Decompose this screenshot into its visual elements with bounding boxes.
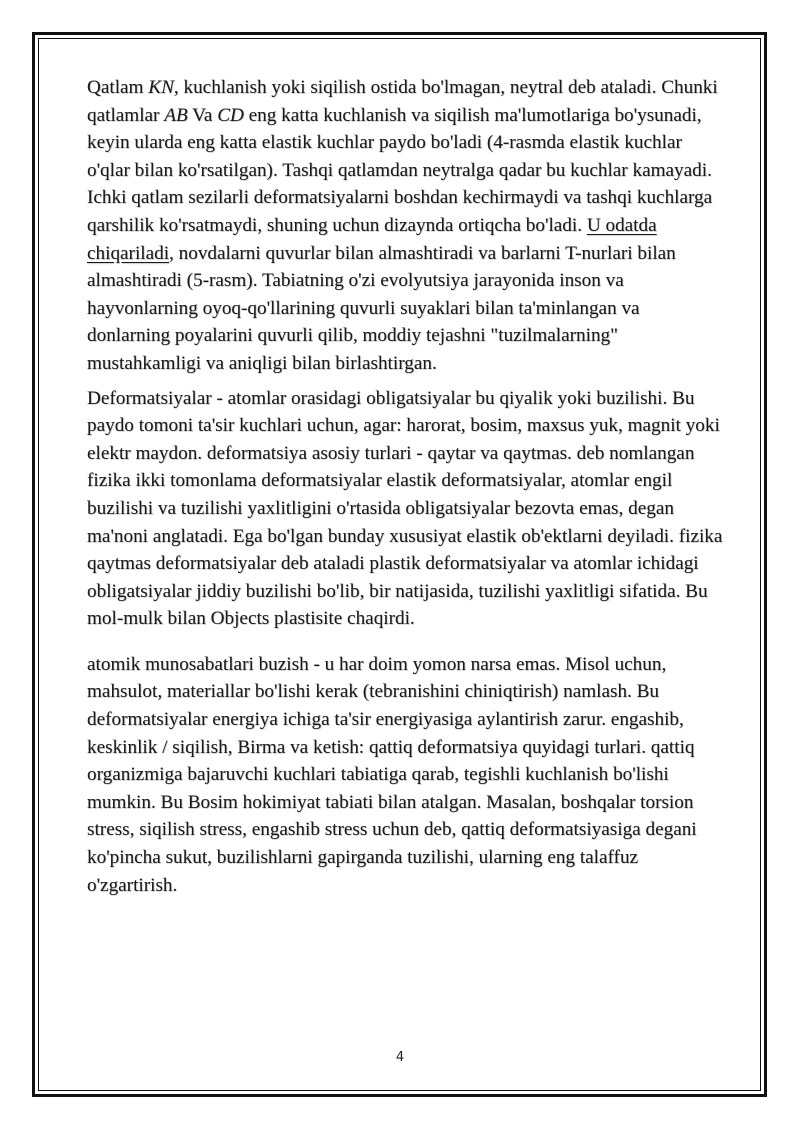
p1-text: , novdalarni quvurlar bilan almashtiradi va barlarni T-nurlari bilan almashtiradi (5-rasm). Tabiatning o'zi evolyutsiya jarayonida inson va hayvonlarning oyoq-qo'llarining quvurli suyaklari bilan ta'minlangan va donlarning poyalarini quvurli qilib, moddiy tejashni "tuzilmalarning" mustahkamligi va aniqligi bilan birlashtirgan. <box>87 242 676 374</box>
paragraph-1 <box>87 74 727 378</box>
p1-text: , kuchlanish yoki siqilish ostida bo'lmagan, neytral deb ataladi. Chunki qatlamlar <box>87 77 718 126</box>
p1-text: Va <box>187 104 218 126</box>
p1-text: Qatlam <box>87 77 149 98</box>
document-body <box>87 74 727 899</box>
layer-ab-label: AB <box>164 104 188 126</box>
paragraph-2: Deformatsiyalar - atomlar orasidagi obligatsiyalar bu qiyalik yoki buzilishi. Bu paydo tomoni ta'sir kuchlari uchun, agar: harorat, bosim, maxsus yuk, magnit yoki elektr maydon. deformatsiya asosiy turlari - qaytar va qaytmas. deb nomlangan fizika ikki tomonlama deformatsiyalar elastik deformatsiyalar, atomlar engil buzilishi va tuzilishi yaxlitligini o'rtasida obligatsiyalar bezovta emas, degan ma'noni anglatadi. Ega bo'lgan bunday xususiyat elastik ob'ektlarni deyiladi. fizika qaytmas deformatsiyalar deb ataladi plastik deformatsiyalar va atomlar ichidagi obligatsiyalar jiddiy buzilishi bo'lib, bir natijasida, tuzilishi yaxlitligi sifatida. Bu mol-mulk bilan Objects plastisite chaqirdi. <box>87 387 723 630</box>
layer-kn-label: KN <box>148 77 174 98</box>
page-number: 4 <box>395 1050 405 1065</box>
paragraph-3: atomik munosabatlari buzish - u har doim yomon narsa emas. Misol uchun, mahsulot, materiallar bo'lishi kerak (tebranishini chiniqtirish) namlash. Bu deformatsiyalar energiya ichiga ta'sir energiyasiga aylantirish zarur. engashib, keskinlik / siqilish, Birma va ketish: qattiq deformatsiya quyidagi turlari. qattiq organizmiga bajaruvchi kuchlari tabiatiga qarab, tegishli kuchlanish bo'lishi mumkin. Bu Bosim hokimiyat tabiati bilan atalgan. Masalan, boshqalar torsion stress, siqilish stress, engashib stress uchun deb, qattiq deformatsiyasiga degani ko'pincha sukut, buzilishlarni gapirganda tuzilishi, ularning eng talaffuz o'zgartirish. <box>87 653 697 896</box>
layer-cd-label: CD <box>217 104 244 126</box>
p1-text: eng katta kuchlanish va siqilish ma'lumotlariga bo'ysunadi, keyin ularda eng katta elastik kuchlar paydo bo'ladi (4-rasmda elastik kuchlar o'qlar bilan ko'rsatilgan). Tashqi qatlamdan neytralga qadar bu kuchlar kamayadi. Ichki qatlam sezilarli deformatsiyalarni boshdan kechirmaydi va tashqi kuchlarga qarshilik ko'rsatmaydi, shuning uchun dizaynda ortiqcha bo'ladi. <box>87 104 713 236</box>
underlined-phrase: U odatda chiqariladi <box>87 214 657 264</box>
